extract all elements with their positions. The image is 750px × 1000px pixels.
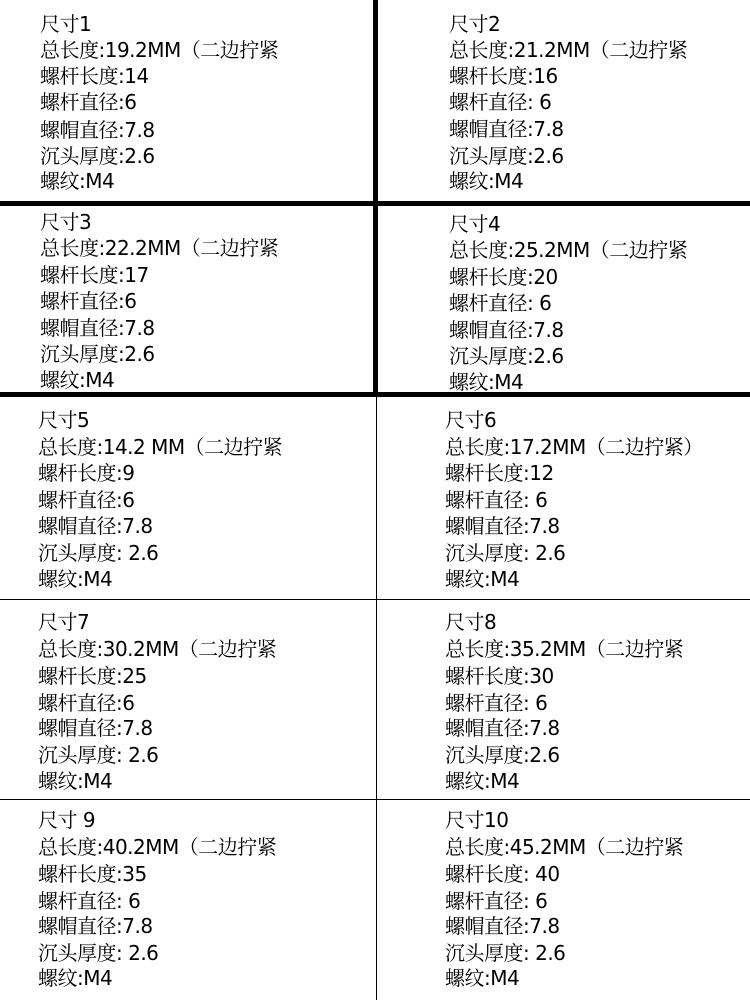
rod-length: 螺杆长度:30 [445,664,554,688]
total-length: 总长度:35.2MM（二边拧紧 [445,637,684,661]
grid-line-vertical-thick [373,0,378,395]
thread-spec: 螺纹:M4 [38,567,113,591]
head-thickness: 沉头厚度:2.6 [449,144,564,168]
head-thickness: 沉头厚度:2.6 [449,344,564,368]
size-cell-3 [40,210,370,395]
cap-diameter: 螺帽直径:7.8 [445,914,560,938]
size-title: 尺寸3 [40,210,92,234]
total-length: 总长度:45.2MM（二边拧紧 [445,835,684,859]
head-thickness: 沉头厚度: 2.6 [445,941,566,965]
rod-diameter: 螺杆直径:6 [38,488,135,512]
size-cell-7 [38,610,373,798]
cap-diameter: 螺帽直径:7.8 [40,118,155,142]
thread-spec: 螺纹:M4 [449,169,524,193]
head-thickness: 沉头厚度: 2.6 [38,941,159,965]
rod-length: 螺杆长度:20 [449,265,558,289]
rod-diameter: 螺杆直径:6 [38,691,135,715]
total-length: 总长度:14.2 MM（二边拧紧 [38,435,283,459]
cap-diameter: 螺帽直径:7.8 [38,514,153,538]
rod-diameter: 螺杆直径:6 [40,289,137,313]
rod-length: 螺杆长度:17 [40,263,149,287]
cap-diameter: 螺帽直径:7.8 [449,117,564,141]
size-title: 尺寸6 [445,408,497,432]
thread-spec: 螺纹:M4 [445,769,520,793]
size-title: 尺寸1 [40,12,92,36]
cap-diameter: 螺帽直径:7.8 [445,514,560,538]
size-title: 尺寸5 [38,408,90,432]
thread-spec: 螺纹:M4 [445,966,520,990]
head-thickness: 沉头厚度:2.6 [40,144,155,168]
head-thickness: 沉头厚度:2.6 [40,342,155,366]
size-title: 尺寸10 [445,808,509,832]
rod-length: 螺杆长度:9 [38,461,135,485]
total-length: 总长度:21.2MM（二边拧紧 [449,38,688,62]
total-length: 总长度:22.2MM（二边拧紧 [40,236,279,260]
rod-length: 螺杆长度:35 [38,862,147,886]
head-thickness: 沉头厚度:2.6 [445,743,560,767]
cap-diameter: 螺帽直径:7.8 [38,914,153,938]
size-cell-2 [449,12,749,202]
rod-diameter: 螺杆直径: 6 [38,889,141,913]
thread-spec: 螺纹:M4 [449,370,524,394]
size-title: 尺寸7 [38,610,90,634]
size-cell-5 [38,408,373,598]
head-thickness: 沉头厚度: 2.6 [38,541,159,565]
cap-diameter: 螺帽直径:7.8 [445,716,560,740]
cap-diameter: 螺帽直径:7.8 [40,316,155,340]
head-thickness: 沉头厚度: 2.6 [445,541,566,565]
size-cell-4 [449,212,749,397]
head-thickness: 沉头厚度: 2.6 [38,743,159,767]
size-title: 尺寸 9 [38,808,96,832]
thread-spec: 螺纹:M4 [445,567,520,591]
thread-spec: 螺纹:M4 [38,966,113,990]
cap-diameter: 螺帽直径:7.8 [38,716,153,740]
thread-spec: 螺纹:M4 [38,769,113,793]
rod-length: 螺杆长度: 40 [445,862,560,886]
total-length: 总长度:25.2MM（二边拧紧 [449,238,688,262]
size-title: 尺寸8 [445,610,497,634]
total-length: 总长度:30.2MM（二边拧紧 [38,637,277,661]
size-cell-1 [40,12,370,202]
cap-diameter: 螺帽直径:7.8 [449,318,564,342]
rod-length: 螺杆长度:14 [40,64,149,88]
total-length: 总长度:19.2MM（二边拧紧 [40,38,279,62]
total-length: 总长度:17.2MM（二边拧紧） [445,435,703,459]
grid-line-vertical-thin [376,395,377,1000]
rod-diameter: 螺杆直径: 6 [445,691,548,715]
size-cell-6 [445,408,749,598]
size-title: 尺寸4 [449,212,501,236]
rod-diameter: 螺杆直径: 6 [449,90,552,114]
rod-length: 螺杆长度:16 [449,64,558,88]
thread-spec: 螺纹:M4 [40,368,115,392]
rod-diameter: 螺杆直径: 6 [449,291,552,315]
rod-length: 螺杆长度:12 [445,461,554,485]
grid-line-horizontal-3 [0,599,750,600]
size-cell-10 [445,808,749,998]
rod-length: 螺杆长度:25 [38,664,147,688]
rod-diameter: 螺杆直径:6 [40,90,137,114]
grid-line-horizontal-4 [0,799,750,800]
size-cell-9 [38,808,373,998]
rod-diameter: 螺杆直径: 6 [445,889,548,913]
size-title: 尺寸2 [449,12,501,36]
thread-spec: 螺纹:M4 [40,169,115,193]
size-cell-8 [445,610,749,798]
rod-diameter: 螺杆直径: 6 [445,488,548,512]
total-length: 总长度:40.2MM（二边拧紧 [38,835,277,859]
